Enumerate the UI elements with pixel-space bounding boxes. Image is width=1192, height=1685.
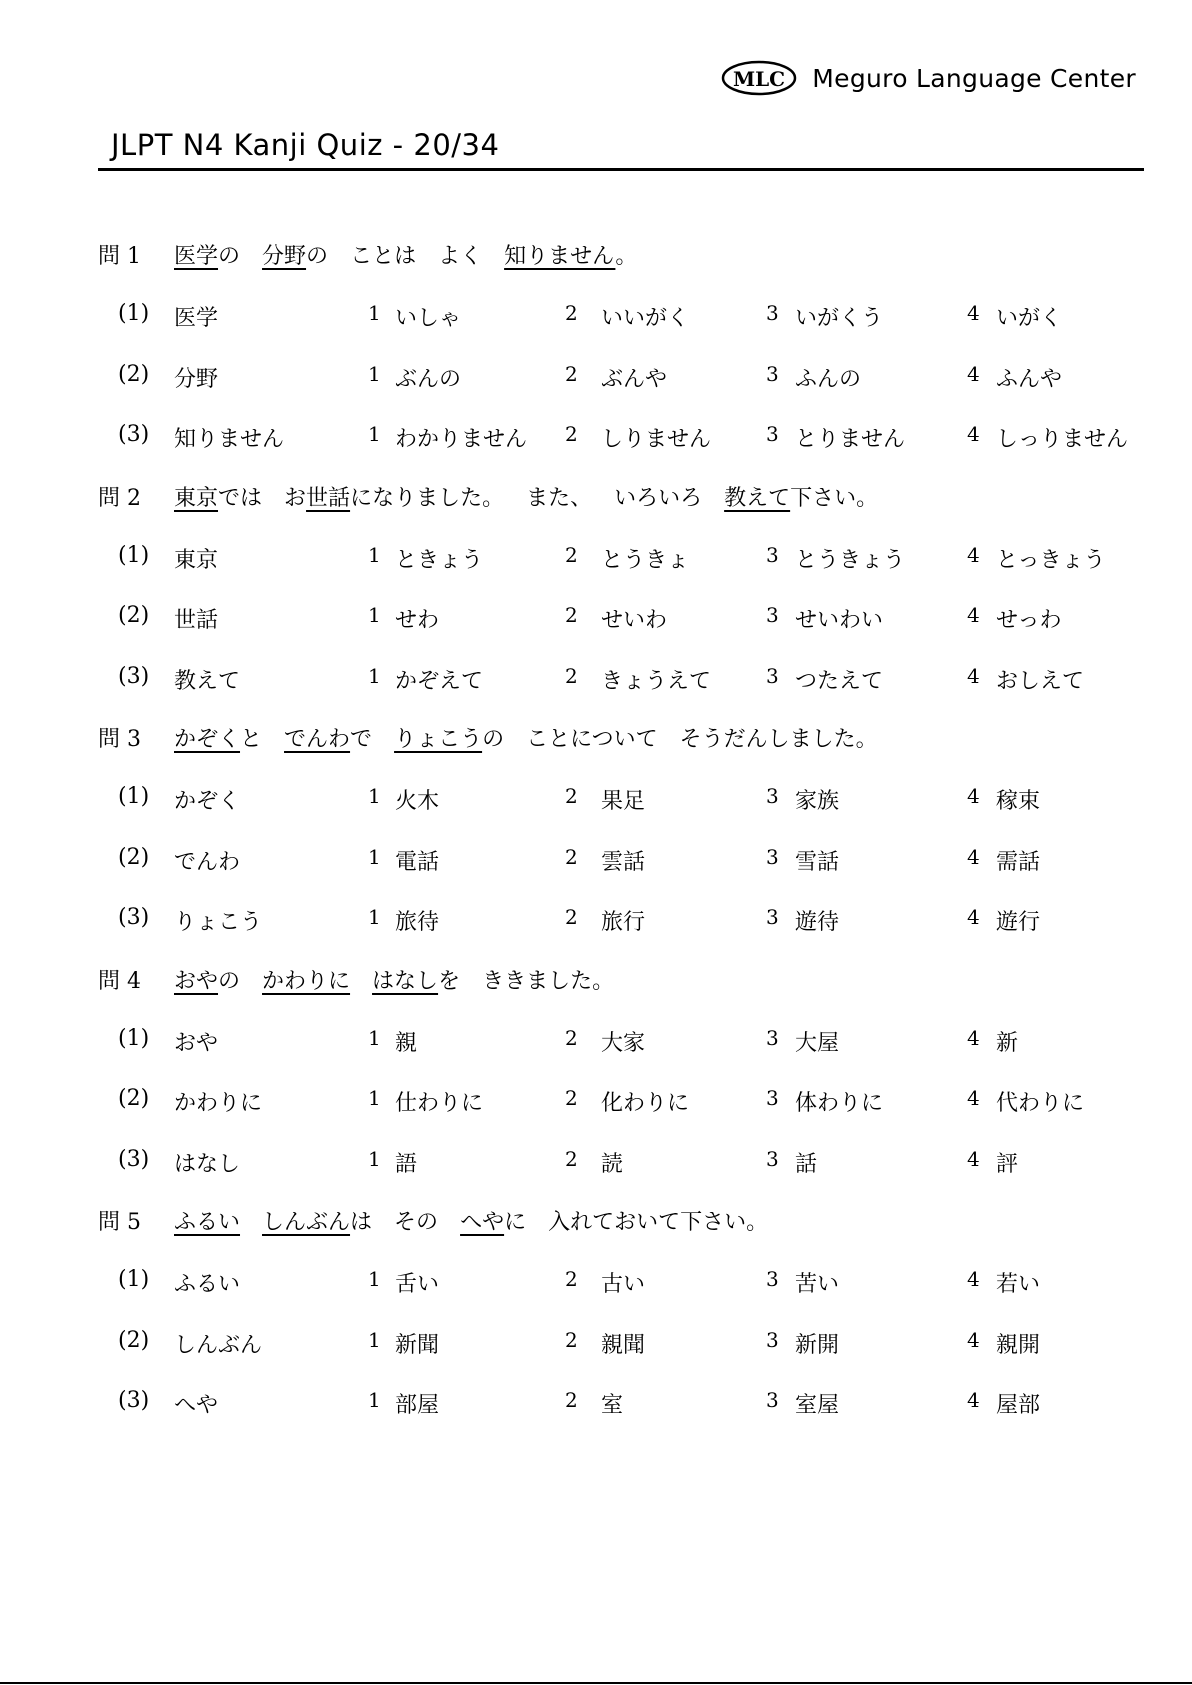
option-number: 1 bbox=[368, 784, 381, 808]
sub-question-number: (2) bbox=[118, 844, 150, 870]
sentence-segment bbox=[174, 244, 240, 269]
underlined-word: かわりに bbox=[262, 968, 351, 994]
underlined-word: へや bbox=[460, 1210, 505, 1235]
sub-question-word: ふるい bbox=[174, 1272, 241, 1297]
option-number: 4 bbox=[967, 542, 980, 567]
segment-text: になりました。 bbox=[350, 485, 505, 511]
sub-question-word: 知りません bbox=[174, 427, 285, 452]
option-number: 4 bbox=[967, 361, 980, 386]
sub-question-row bbox=[0, 285, 1192, 346]
option-number: 3 bbox=[766, 1267, 779, 1291]
option-1: 舌い bbox=[395, 1272, 440, 1297]
option-3: 苦い bbox=[795, 1272, 840, 1297]
option-2: 化わりに bbox=[601, 1091, 690, 1116]
segment-text: と bbox=[240, 727, 263, 752]
question-sentence bbox=[174, 722, 900, 753]
sub-question-word: おや bbox=[174, 1030, 219, 1056]
sub-question-row bbox=[0, 587, 1192, 648]
sub-question-word: 東京 bbox=[174, 547, 219, 573]
option-number: 3 bbox=[766, 1327, 779, 1352]
option-4: せっわ bbox=[996, 608, 1062, 633]
sub-question-row bbox=[0, 768, 1192, 829]
title-rule bbox=[98, 168, 1144, 171]
option-number: 2 bbox=[565, 542, 578, 567]
bottom-border bbox=[0, 1682, 1192, 1684]
sentence-segment bbox=[482, 969, 614, 994]
question-sentence bbox=[174, 239, 659, 270]
underlined-word: 医学 bbox=[174, 244, 219, 269]
question-sentence bbox=[174, 964, 636, 995]
logo-text: MLC bbox=[733, 67, 786, 91]
option-4: 新 bbox=[996, 1030, 1019, 1056]
option-2: せいわ bbox=[601, 608, 668, 633]
option-1: わかりません bbox=[395, 427, 528, 452]
sub-question-word: でんわ bbox=[174, 849, 241, 875]
option-number: 1 bbox=[368, 844, 381, 869]
underlined-word: しんぶん bbox=[262, 1210, 351, 1235]
option-1: 火木 bbox=[395, 789, 440, 814]
sentence-segment bbox=[284, 486, 504, 511]
sentence-segment bbox=[174, 969, 240, 994]
sub-question-number: (2) bbox=[118, 603, 150, 628]
option-number: 3 bbox=[766, 844, 779, 869]
underlined-word: はなし bbox=[372, 968, 439, 994]
sub-question-word: りょこう bbox=[174, 910, 263, 935]
option-number: 1 bbox=[368, 603, 381, 627]
sub-question-word: 医学 bbox=[174, 306, 219, 331]
underlined-word: 教えて bbox=[724, 485, 791, 511]
question-label: 問 3 bbox=[98, 727, 141, 752]
sub-question-row bbox=[0, 889, 1192, 950]
sub-question-word: 分野 bbox=[174, 366, 219, 392]
question-sentence bbox=[174, 481, 900, 512]
option-4: 屋部 bbox=[996, 1393, 1041, 1418]
sentence-segment bbox=[504, 244, 637, 269]
option-number: 2 bbox=[565, 603, 578, 627]
sub-question-number: (3) bbox=[118, 663, 150, 689]
segment-text: ことについて bbox=[526, 727, 658, 752]
option-1: 親 bbox=[395, 1030, 418, 1056]
sentence-segment bbox=[174, 1210, 240, 1235]
option-number: 3 bbox=[766, 663, 779, 688]
quiz-body bbox=[0, 225, 1192, 1433]
sentence-segment bbox=[438, 244, 482, 269]
option-number: 2 bbox=[565, 905, 578, 929]
option-1: 電話 bbox=[395, 849, 440, 875]
sentence-segment bbox=[548, 1210, 768, 1235]
option-4: しっりません bbox=[996, 427, 1129, 452]
sentence-segment bbox=[174, 486, 262, 511]
option-2: 古い bbox=[601, 1272, 646, 1297]
underlined-word: ふるい bbox=[174, 1210, 241, 1235]
sub-question-number: (2) bbox=[118, 1086, 150, 1111]
underlined-word: りょこう bbox=[394, 727, 483, 752]
option-number: 4 bbox=[967, 1086, 980, 1110]
option-number: 1 bbox=[368, 1146, 381, 1171]
question-5 bbox=[0, 1191, 1192, 1251]
sub-question-number: (3) bbox=[118, 422, 150, 447]
option-number: 3 bbox=[766, 361, 779, 386]
sentence-segment bbox=[394, 727, 504, 752]
brand bbox=[720, 58, 1136, 98]
option-number: 4 bbox=[967, 301, 980, 325]
sub-question-row bbox=[0, 648, 1192, 709]
option-4: 若い bbox=[996, 1272, 1041, 1297]
question-sentence bbox=[174, 1205, 790, 1236]
option-number: 3 bbox=[766, 1086, 779, 1110]
option-2: 親聞 bbox=[601, 1332, 646, 1358]
sub-question-row bbox=[0, 1070, 1192, 1131]
sub-question-number: (3) bbox=[118, 1388, 150, 1413]
option-number: 2 bbox=[565, 844, 578, 869]
sub-question-number: (3) bbox=[118, 905, 150, 930]
option-1: いしゃ bbox=[395, 306, 462, 331]
option-1: 旅待 bbox=[395, 910, 440, 935]
sentence-segment bbox=[394, 1210, 438, 1235]
segment-text: は bbox=[350, 1210, 373, 1235]
option-2: 雲話 bbox=[601, 849, 646, 875]
option-number: 1 bbox=[368, 1025, 381, 1050]
segment-text: の bbox=[306, 244, 329, 269]
option-3: せいわい bbox=[795, 608, 884, 633]
option-number: 3 bbox=[766, 1146, 779, 1171]
option-2: とうきょ bbox=[601, 547, 690, 573]
option-3: 体わりに bbox=[795, 1091, 884, 1116]
option-number: 1 bbox=[368, 301, 381, 325]
segment-text: を bbox=[438, 968, 461, 994]
option-1: 語 bbox=[395, 1151, 418, 1177]
underlined-word: 分野 bbox=[262, 244, 307, 269]
option-number: 2 bbox=[565, 1025, 578, 1050]
option-number: 4 bbox=[967, 422, 980, 446]
sub-question-number: (1) bbox=[118, 784, 150, 809]
option-number: 1 bbox=[368, 1267, 381, 1291]
option-number: 2 bbox=[565, 784, 578, 808]
sentence-segment bbox=[174, 727, 262, 752]
option-4: とっきょう bbox=[996, 547, 1106, 573]
segment-text: 入れておいて下さい。 bbox=[548, 1210, 769, 1235]
option-number: 4 bbox=[967, 1388, 980, 1412]
option-number: 1 bbox=[368, 542, 381, 567]
option-number: 1 bbox=[368, 663, 381, 688]
option-number: 4 bbox=[967, 603, 980, 627]
sub-question-row bbox=[0, 1312, 1192, 1373]
option-2: ぶんや bbox=[601, 366, 668, 392]
sub-question-word: 世話 bbox=[174, 608, 219, 633]
underlined-word: おや bbox=[174, 968, 219, 994]
option-4: 稼束 bbox=[996, 789, 1041, 814]
sub-question-row bbox=[0, 527, 1192, 588]
option-1: 部屋 bbox=[395, 1393, 440, 1418]
segment-text: 下さい。 bbox=[790, 485, 879, 511]
option-2: 果足 bbox=[601, 789, 646, 814]
option-2: いいがく bbox=[601, 306, 690, 331]
segment-text: で bbox=[350, 727, 373, 752]
option-2: しりません bbox=[601, 427, 712, 452]
underlined-word: かぞく bbox=[174, 727, 241, 752]
option-number: 4 bbox=[967, 1025, 980, 1050]
segment-text: また、 bbox=[526, 485, 593, 511]
underlined-word: 知りません bbox=[504, 244, 616, 269]
option-number: 1 bbox=[368, 1086, 381, 1110]
sub-question-word: かぞく bbox=[174, 789, 241, 814]
question-1 bbox=[0, 225, 1192, 285]
option-4: 親開 bbox=[996, 1332, 1041, 1358]
option-4: ふんや bbox=[996, 366, 1063, 392]
option-number: 4 bbox=[967, 844, 980, 869]
option-3: 遊待 bbox=[795, 910, 840, 935]
option-number: 4 bbox=[967, 663, 980, 688]
option-2: 旅行 bbox=[601, 910, 646, 935]
option-2: 読 bbox=[601, 1151, 624, 1177]
sub-question-row bbox=[0, 346, 1192, 407]
option-1: ときょう bbox=[395, 547, 484, 573]
sub-question-number: (3) bbox=[118, 1146, 150, 1172]
sentence-segment bbox=[262, 244, 328, 269]
segment-text: に bbox=[504, 1210, 527, 1235]
option-number: 4 bbox=[967, 1146, 980, 1171]
sub-question-word: へや bbox=[174, 1393, 219, 1418]
option-number: 3 bbox=[766, 1025, 779, 1050]
option-3: 大屋 bbox=[795, 1030, 840, 1056]
option-number: 2 bbox=[565, 1327, 578, 1352]
option-3: いがくう bbox=[795, 306, 884, 331]
option-number: 3 bbox=[766, 905, 779, 929]
option-number: 1 bbox=[368, 1327, 381, 1352]
sentence-segment bbox=[262, 1210, 372, 1235]
option-number: 2 bbox=[565, 1267, 578, 1291]
sentence-segment bbox=[262, 969, 350, 994]
question-label: 問 4 bbox=[98, 968, 141, 994]
sub-question-row bbox=[0, 1131, 1192, 1192]
question-label: 問 5 bbox=[98, 1210, 141, 1235]
option-1: せわ bbox=[395, 608, 440, 633]
sentence-segment bbox=[724, 486, 878, 511]
sub-question-number: (2) bbox=[118, 1327, 150, 1353]
page-header bbox=[0, 0, 1192, 200]
segment-text: ききました。 bbox=[482, 968, 615, 994]
question-label: 問 1 bbox=[98, 244, 141, 269]
sub-question-word: はなし bbox=[174, 1151, 241, 1177]
option-4: いがく bbox=[996, 306, 1063, 331]
option-4: 遊行 bbox=[996, 910, 1041, 935]
option-number: 2 bbox=[565, 1086, 578, 1110]
option-3: 家族 bbox=[795, 789, 840, 814]
option-number: 4 bbox=[967, 905, 980, 929]
sentence-segment bbox=[372, 969, 460, 994]
option-2: 大家 bbox=[601, 1030, 646, 1056]
option-3: ふんの bbox=[795, 366, 862, 392]
sub-question-row bbox=[0, 406, 1192, 467]
option-number: 3 bbox=[766, 784, 779, 808]
sub-question-number: (1) bbox=[118, 1025, 150, 1051]
segment-text: そうだんしました。 bbox=[679, 727, 878, 752]
option-number: 1 bbox=[368, 422, 381, 446]
option-3: 雪話 bbox=[795, 849, 840, 875]
option-number: 2 bbox=[565, 663, 578, 688]
segment-text: 。 bbox=[615, 244, 638, 269]
sub-question-number: (1) bbox=[118, 301, 150, 326]
segment-text: ことは bbox=[350, 244, 417, 269]
sentence-segment bbox=[614, 486, 702, 511]
option-number: 2 bbox=[565, 422, 578, 446]
mlc-logo bbox=[720, 58, 798, 98]
sub-question-number: (2) bbox=[118, 361, 150, 387]
option-number: 1 bbox=[368, 361, 381, 386]
option-1: かぞえて bbox=[395, 668, 484, 694]
sentence-segment bbox=[350, 244, 416, 269]
sub-question-word: かわりに bbox=[174, 1091, 263, 1116]
segment-prefix: お bbox=[284, 485, 307, 511]
option-3: つたえて bbox=[795, 668, 884, 694]
question-4 bbox=[0, 950, 1192, 1010]
option-2: きょうえて bbox=[601, 668, 712, 694]
option-number: 3 bbox=[766, 301, 779, 325]
option-number: 2 bbox=[565, 1146, 578, 1171]
sub-question-number: (1) bbox=[118, 1267, 150, 1292]
sentence-segment bbox=[680, 727, 878, 752]
option-number: 1 bbox=[368, 905, 381, 929]
option-1: 仕わりに bbox=[395, 1091, 484, 1116]
sentence-segment bbox=[526, 486, 592, 511]
sub-question-row bbox=[0, 1372, 1192, 1433]
sub-question-word: 教えて bbox=[174, 668, 241, 694]
segment-text: その bbox=[394, 1210, 439, 1235]
option-number: 3 bbox=[766, 422, 779, 446]
sentence-segment bbox=[460, 1210, 526, 1235]
option-number: 2 bbox=[565, 1388, 578, 1412]
option-3: とりません bbox=[795, 427, 906, 452]
option-number: 4 bbox=[967, 784, 980, 808]
option-4: 評 bbox=[996, 1151, 1019, 1177]
sub-question-row bbox=[0, 1251, 1192, 1312]
option-3: とうきょう bbox=[795, 547, 906, 573]
segment-text: いろいろ bbox=[614, 485, 703, 511]
segment-text: の bbox=[482, 727, 505, 752]
option-4: 代わりに bbox=[996, 1091, 1085, 1116]
page-title: JLPT N4 Kanji Quiz - 20/34 bbox=[111, 128, 500, 162]
option-3: 新開 bbox=[795, 1332, 840, 1358]
underlined-word: でんわ bbox=[284, 727, 351, 752]
sub-question-number: (1) bbox=[118, 542, 150, 568]
option-number: 2 bbox=[565, 361, 578, 386]
sub-question-row bbox=[0, 1010, 1192, 1071]
option-1: 新聞 bbox=[395, 1332, 440, 1358]
brand-name: Meguro Language Center bbox=[812, 63, 1136, 93]
option-number: 2 bbox=[565, 301, 578, 325]
option-number: 4 bbox=[967, 1267, 980, 1291]
option-3: 話 bbox=[795, 1151, 818, 1177]
sub-question-word: しんぶん bbox=[174, 1332, 263, 1358]
underlined-word: 東京 bbox=[174, 485, 219, 511]
question-3 bbox=[0, 708, 1192, 768]
option-4: 需話 bbox=[996, 849, 1041, 875]
option-1: ぶんの bbox=[395, 366, 462, 392]
option-number: 1 bbox=[368, 1388, 381, 1412]
question-2 bbox=[0, 467, 1192, 527]
question-label: 問 2 bbox=[98, 485, 141, 511]
option-4: おしえて bbox=[996, 668, 1085, 694]
sentence-segment bbox=[284, 727, 372, 752]
segment-text: よく bbox=[438, 244, 483, 269]
option-number: 3 bbox=[766, 1388, 779, 1412]
option-number: 3 bbox=[766, 542, 779, 567]
segment-text: の bbox=[218, 244, 241, 269]
segment-text: では bbox=[218, 485, 263, 511]
segment-text: の bbox=[218, 968, 241, 994]
option-number: 3 bbox=[766, 603, 779, 627]
option-2: 室 bbox=[601, 1393, 624, 1418]
underlined-word: 世話 bbox=[306, 485, 351, 511]
option-3: 室屋 bbox=[795, 1393, 840, 1418]
option-number: 4 bbox=[967, 1327, 980, 1352]
sub-question-row bbox=[0, 829, 1192, 890]
sentence-segment bbox=[526, 727, 658, 752]
